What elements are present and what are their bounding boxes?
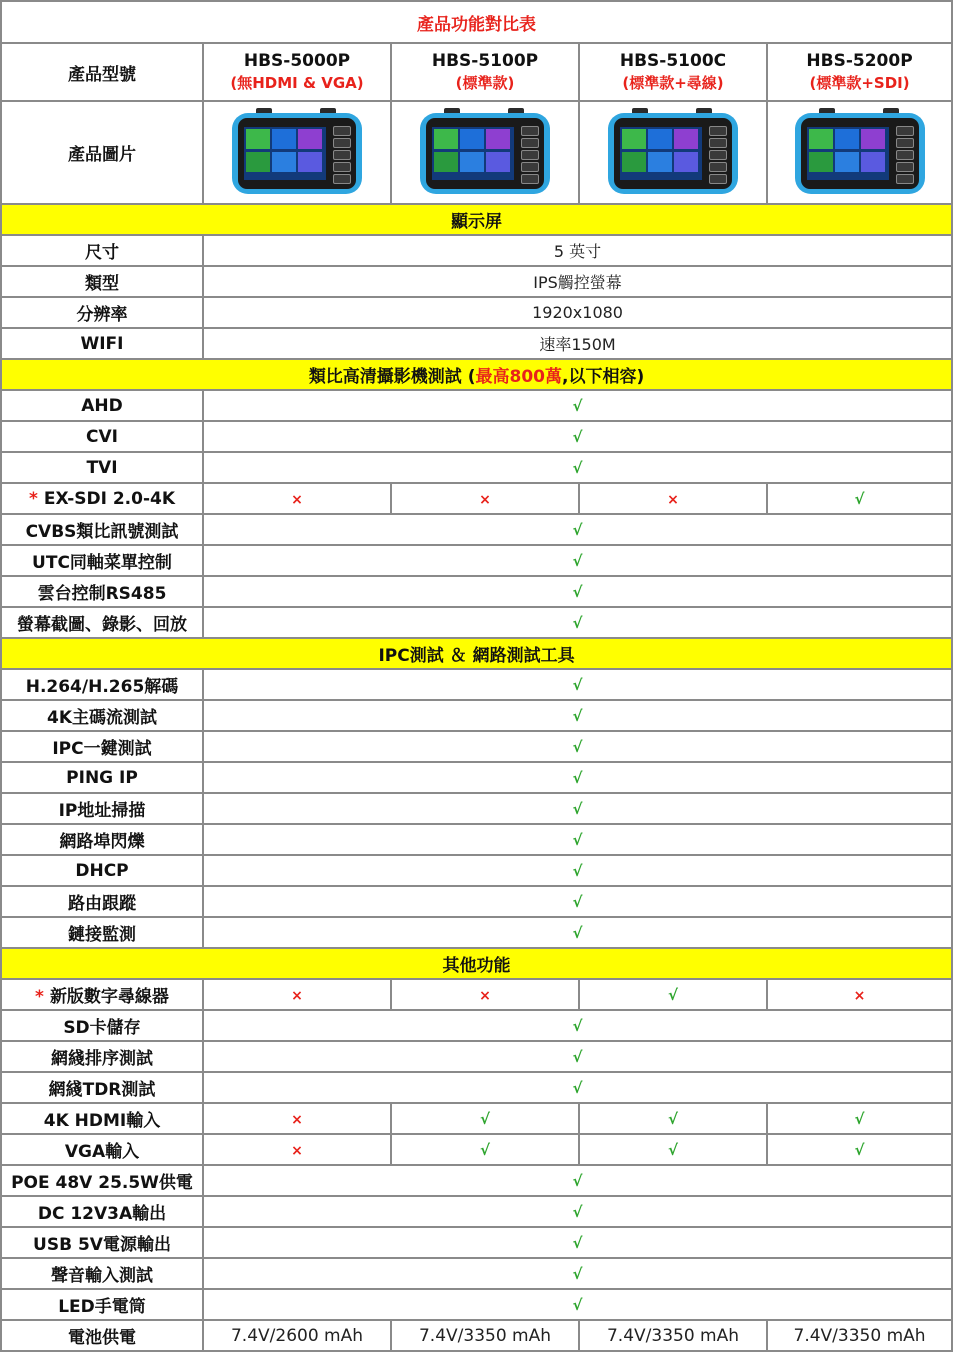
side-button [521,138,539,148]
model-value-cell [767,979,952,1010]
feature-name: CVBS類比訊號測試 [25,522,179,542]
table-row [1,328,952,359]
screen-tile [246,152,270,172]
shared-value-cell [203,390,952,421]
feature-label [1,762,203,793]
model-subtitle: (標準款+尋線) [622,74,724,92]
shared-value-cell [203,855,952,886]
table-row [1,266,952,297]
value-mark: 7.4V/3350 mAh [793,1325,926,1346]
feature-label [1,793,203,824]
value-mark: × [479,492,491,508]
table-row [1,235,952,266]
screen-tile [674,152,698,172]
shared-value-cell [203,917,952,948]
feature-name: 路由跟蹤 [68,894,136,914]
table-title: 產品功能對比表 [1,1,952,43]
value-mark: √ [572,459,583,477]
feature-name: POE 48V 25.5W供電 [11,1173,193,1193]
model-value-cell [203,979,391,1010]
table-row [1,607,952,638]
side-button [896,126,914,136]
section-header [1,948,952,979]
device-frame [426,118,544,189]
model-value-cell [391,1134,579,1165]
table-row [1,576,952,607]
shared-value-cell [203,886,952,917]
product-image-cell [203,101,391,204]
value-mark: 7.4V/2600 mAh [230,1325,364,1346]
model-value-cell [203,1320,391,1351]
model-value-cell [767,1103,952,1134]
table-row [1,1289,952,1320]
feature-label [1,824,203,855]
value-mark: √ [572,1172,583,1190]
device-casing [420,113,550,194]
feature-name: EX-SDI 2.0-4K [43,488,176,509]
value-mark: √ [572,614,583,632]
table-row [1,514,952,545]
screen-tile [835,152,859,172]
side-button [896,162,914,172]
table-row [1,917,952,948]
table-row [1,886,952,917]
value-mark: √ [854,1141,865,1159]
table-row [1,297,952,328]
value-mark: × [291,492,303,508]
value-mark: √ [572,397,583,415]
feature-label [1,1289,203,1320]
side-button [521,150,539,160]
model-value-cell [579,979,767,1010]
shared-value-cell [203,297,952,328]
value-mark: √ [572,552,583,570]
table-row [1,855,952,886]
feature-name: 新版數字尋線器 [49,987,169,1007]
side-button [521,162,539,172]
feature-label [1,607,203,638]
feature-name: WIFI [80,333,124,354]
side-button [896,138,914,148]
feature-name: 分辨率 [76,305,128,325]
value-mark: 速率150M [539,335,616,354]
screen-tile [460,129,484,149]
value-mark: √ [572,521,583,539]
feature-label [1,855,203,886]
screen-tile [460,152,484,172]
side-button [333,162,351,172]
shared-value-cell [203,731,952,762]
value-mark: √ [572,1296,583,1314]
value-mark: √ [572,924,583,942]
feature-name: SD卡儲存 [63,1018,141,1038]
value-mark: √ [572,1234,583,1252]
model-value-cell [391,1320,579,1351]
device-casing [232,113,362,194]
feature-name: 網綫排序測試 [51,1049,153,1069]
shared-value-cell [203,1289,952,1320]
product-image-cell [767,101,952,204]
device-casing [608,113,738,194]
side-button [709,162,727,172]
required-star: * [35,987,44,1007]
feature-label [1,1165,203,1196]
shared-value-cell [203,1258,952,1289]
value-mark: × [291,988,303,1004]
screen-tile [272,129,296,149]
model-row [1,43,952,101]
feature-label [1,328,203,359]
model-subtitle: (無HDMI & VGA) [230,74,364,92]
feature-name: DC 12V3A輸出 [37,1204,167,1224]
shared-value-cell [203,1041,952,1072]
value-mark: × [291,1112,303,1128]
screen-tile [246,129,270,149]
side-button [333,126,351,136]
table-row [1,390,952,421]
feature-label [1,297,203,328]
model-value-cell [767,483,952,514]
screen-tile [809,152,833,172]
shared-value-cell [203,328,952,359]
value-mark: √ [572,428,583,446]
shared-value-cell [203,607,952,638]
feature-label [1,1134,203,1165]
table-row [1,1258,952,1289]
device-image [232,108,362,194]
value-mark: 7.4V/3350 mAh [606,1325,740,1346]
device-screen [807,127,889,180]
model-name: HBS-5200P [806,51,913,71]
screen-tile [298,152,322,172]
section-header [1,204,952,235]
side-button [709,150,727,160]
value-mark: √ [572,1079,583,1097]
shared-value-cell [203,452,952,483]
shared-value-cell [203,235,952,266]
value-mark: √ [572,1048,583,1066]
feature-label [1,483,203,514]
table-row [1,979,952,1010]
feature-name: 類型 [85,274,119,294]
screen-tile [674,129,698,149]
model-cell [203,43,391,101]
feature-name: LED手電筒 [58,1297,146,1317]
section-title: 顯示屏 [1,204,952,235]
table-row [1,669,952,700]
table-row [1,1196,952,1227]
feature-name: 4K HDMI輸入 [43,1111,161,1131]
side-button [896,150,914,160]
section-title-highlight: 最高800萬 [475,367,563,387]
value-mark: IPS觸控螢幕 [533,273,622,292]
device-casing [795,113,925,194]
feature-label [1,886,203,917]
model-value-cell [391,1103,579,1134]
feature-name: IPC一鍵測試 [52,739,152,759]
feature-name: 4K主碼流測試 [46,708,157,728]
section-title [1,359,952,390]
model-cell [391,43,579,101]
model-cell [767,43,952,101]
table-row [1,1320,952,1351]
section-title: IPC測試 ＆ 網路測試工具 [1,638,952,669]
value-mark: √ [572,862,583,880]
shared-value-cell [203,266,952,297]
model-value-cell [391,979,579,1010]
table-row [1,731,952,762]
model-value-cell [579,1320,767,1351]
value-mark: √ [854,1110,865,1128]
value-mark: √ [572,769,583,787]
feature-label [1,452,203,483]
table-row [1,700,952,731]
table-row [1,545,952,576]
shared-value-cell [203,576,952,607]
device-screen [244,127,326,180]
screen-tile [809,129,833,149]
device-image [608,108,738,194]
feature-label [1,514,203,545]
screen-tile [486,152,510,172]
value-mark: √ [572,800,583,818]
feature-label [1,1041,203,1072]
value-mark: × [479,988,491,1004]
model-value-cell [579,1103,767,1134]
value-mark: √ [572,707,583,725]
model-value-cell [203,1134,391,1165]
feature-label [1,731,203,762]
side-button [709,138,727,148]
feature-name: 雲台控制RS485 [37,584,167,604]
feature-name: 螢幕截圖、錄影、回放 [17,615,187,635]
image-label: 產品圖片 [1,101,203,204]
value-mark: √ [479,1141,490,1159]
shared-value-cell [203,545,952,576]
table-row [1,762,952,793]
value-mark: × [291,1143,303,1159]
feature-name: UTC同軸菜單控制 [32,553,172,573]
model-value-cell [767,1320,952,1351]
feature-label [1,421,203,452]
feature-name: 網路埠閃爍 [59,832,145,852]
feature-label [1,266,203,297]
value-mark: √ [572,831,583,849]
table-row [1,824,952,855]
feature-label [1,917,203,948]
feature-name: IP地址掃描 [58,801,146,821]
value-mark: 7.4V/3350 mAh [418,1325,552,1346]
shared-value-cell [203,793,952,824]
value-mark: √ [667,1110,678,1128]
screen-tile [434,152,458,172]
table-row [1,1134,952,1165]
model-name: HBS-5000P [243,51,351,71]
value-mark: √ [854,490,865,508]
table-row [1,1041,952,1072]
device-screen [620,127,702,180]
feature-label [1,1010,203,1041]
value-mark: √ [572,1265,583,1283]
feature-name: TVI [86,457,118,478]
feature-label [1,1227,203,1258]
value-mark: √ [572,1203,583,1221]
screen-tile [434,129,458,149]
image-row [1,101,952,204]
section-header [1,638,952,669]
feature-name: 聲音輸入測試 [51,1266,153,1286]
side-button [521,126,539,136]
model-name: HBS-5100C [619,51,727,71]
section-title: 其他功能 [1,948,952,979]
table-row [1,1227,952,1258]
model-value-cell [391,483,579,514]
shared-value-cell [203,421,952,452]
side-button [333,150,351,160]
feature-label [1,1072,203,1103]
table-row [1,1103,952,1134]
shared-value-cell [203,1165,952,1196]
value-mark: √ [572,1017,583,1035]
required-star: * [28,488,38,509]
feature-label [1,545,203,576]
screen-tile [298,129,322,149]
screen-tile [648,152,672,172]
shared-value-cell [203,514,952,545]
shared-value-cell [203,762,952,793]
screen-tile [272,152,296,172]
value-mark: 1920x1080 [532,303,623,322]
value-mark: √ [479,1110,490,1128]
table-row [1,452,952,483]
model-value-cell [579,483,767,514]
feature-name: USB 5V電源輸出 [33,1235,171,1255]
screen-tile [486,129,510,149]
feature-name: AHD [81,395,123,416]
model-subtitle: (標準款+SDI) [809,74,910,92]
feature-name: 鏈接監測 [68,925,136,945]
section-title-suffix: ,以下相容) [562,367,645,387]
feature-name: PING IP [66,767,138,788]
feature-label [1,1103,203,1134]
table-row [1,421,952,452]
device-frame [801,118,919,189]
feature-name: VGA輸入 [64,1142,140,1162]
shared-value-cell [203,1227,952,1258]
feature-label [1,390,203,421]
side-button [333,138,351,148]
feature-label [1,700,203,731]
device-image [795,108,925,194]
feature-label [1,1258,203,1289]
feature-name: 尺寸 [85,243,119,263]
value-mark: √ [572,893,583,911]
feature-label [1,576,203,607]
value-mark: × [667,492,679,508]
feature-label [1,1320,203,1351]
feature-name: H.264/H.265解碼 [25,677,179,697]
value-mark: √ [667,1141,678,1159]
model-label: 產品型號 [1,43,203,101]
table-row [1,1165,952,1196]
model-value-cell [767,1134,952,1165]
value-mark: √ [572,676,583,694]
side-button [709,126,727,136]
device-screen [432,127,514,180]
device-frame [614,118,732,189]
feature-label [1,979,203,1010]
section-title-prefix: 類比高清攝影機測試 ( [308,367,476,387]
feature-name: 網綫TDR測試 [48,1080,156,1100]
product-image-cell [579,101,767,204]
table-row [1,483,952,514]
side-button [521,174,539,184]
feature-name: DHCP [75,860,129,881]
product-image-cell [391,101,579,204]
feature-name: CVI [86,426,118,447]
value-mark: √ [667,986,678,1004]
side-button [896,174,914,184]
device-image [420,108,550,194]
side-button [333,174,351,184]
screen-tile [648,129,672,149]
value-mark: 5 英寸 [553,242,602,261]
shared-value-cell [203,1010,952,1041]
value-mark: √ [572,738,583,756]
feature-name: 電池供電 [68,1328,136,1348]
side-button [709,174,727,184]
model-name: HBS-5100P [431,51,539,71]
model-value-cell [579,1134,767,1165]
feature-label [1,235,203,266]
table-row [1,793,952,824]
screen-tile [861,129,885,149]
table-row [1,1010,952,1041]
screen-tile [622,129,646,149]
shared-value-cell [203,1072,952,1103]
screen-tile [861,152,885,172]
shared-value-cell [203,700,952,731]
value-mark: √ [572,583,583,601]
shared-value-cell [203,824,952,855]
feature-label [1,669,203,700]
section-header [1,359,952,390]
model-value-cell [203,1103,391,1134]
value-mark: × [853,988,866,1004]
shared-value-cell [203,1196,952,1227]
model-cell [579,43,767,101]
table-row [1,1072,952,1103]
shared-value-cell [203,669,952,700]
model-value-cell [203,483,391,514]
feature-label [1,1196,203,1227]
screen-tile [835,129,859,149]
device-frame [238,118,356,189]
screen-tile [622,152,646,172]
model-subtitle: (標準款) [455,74,515,92]
